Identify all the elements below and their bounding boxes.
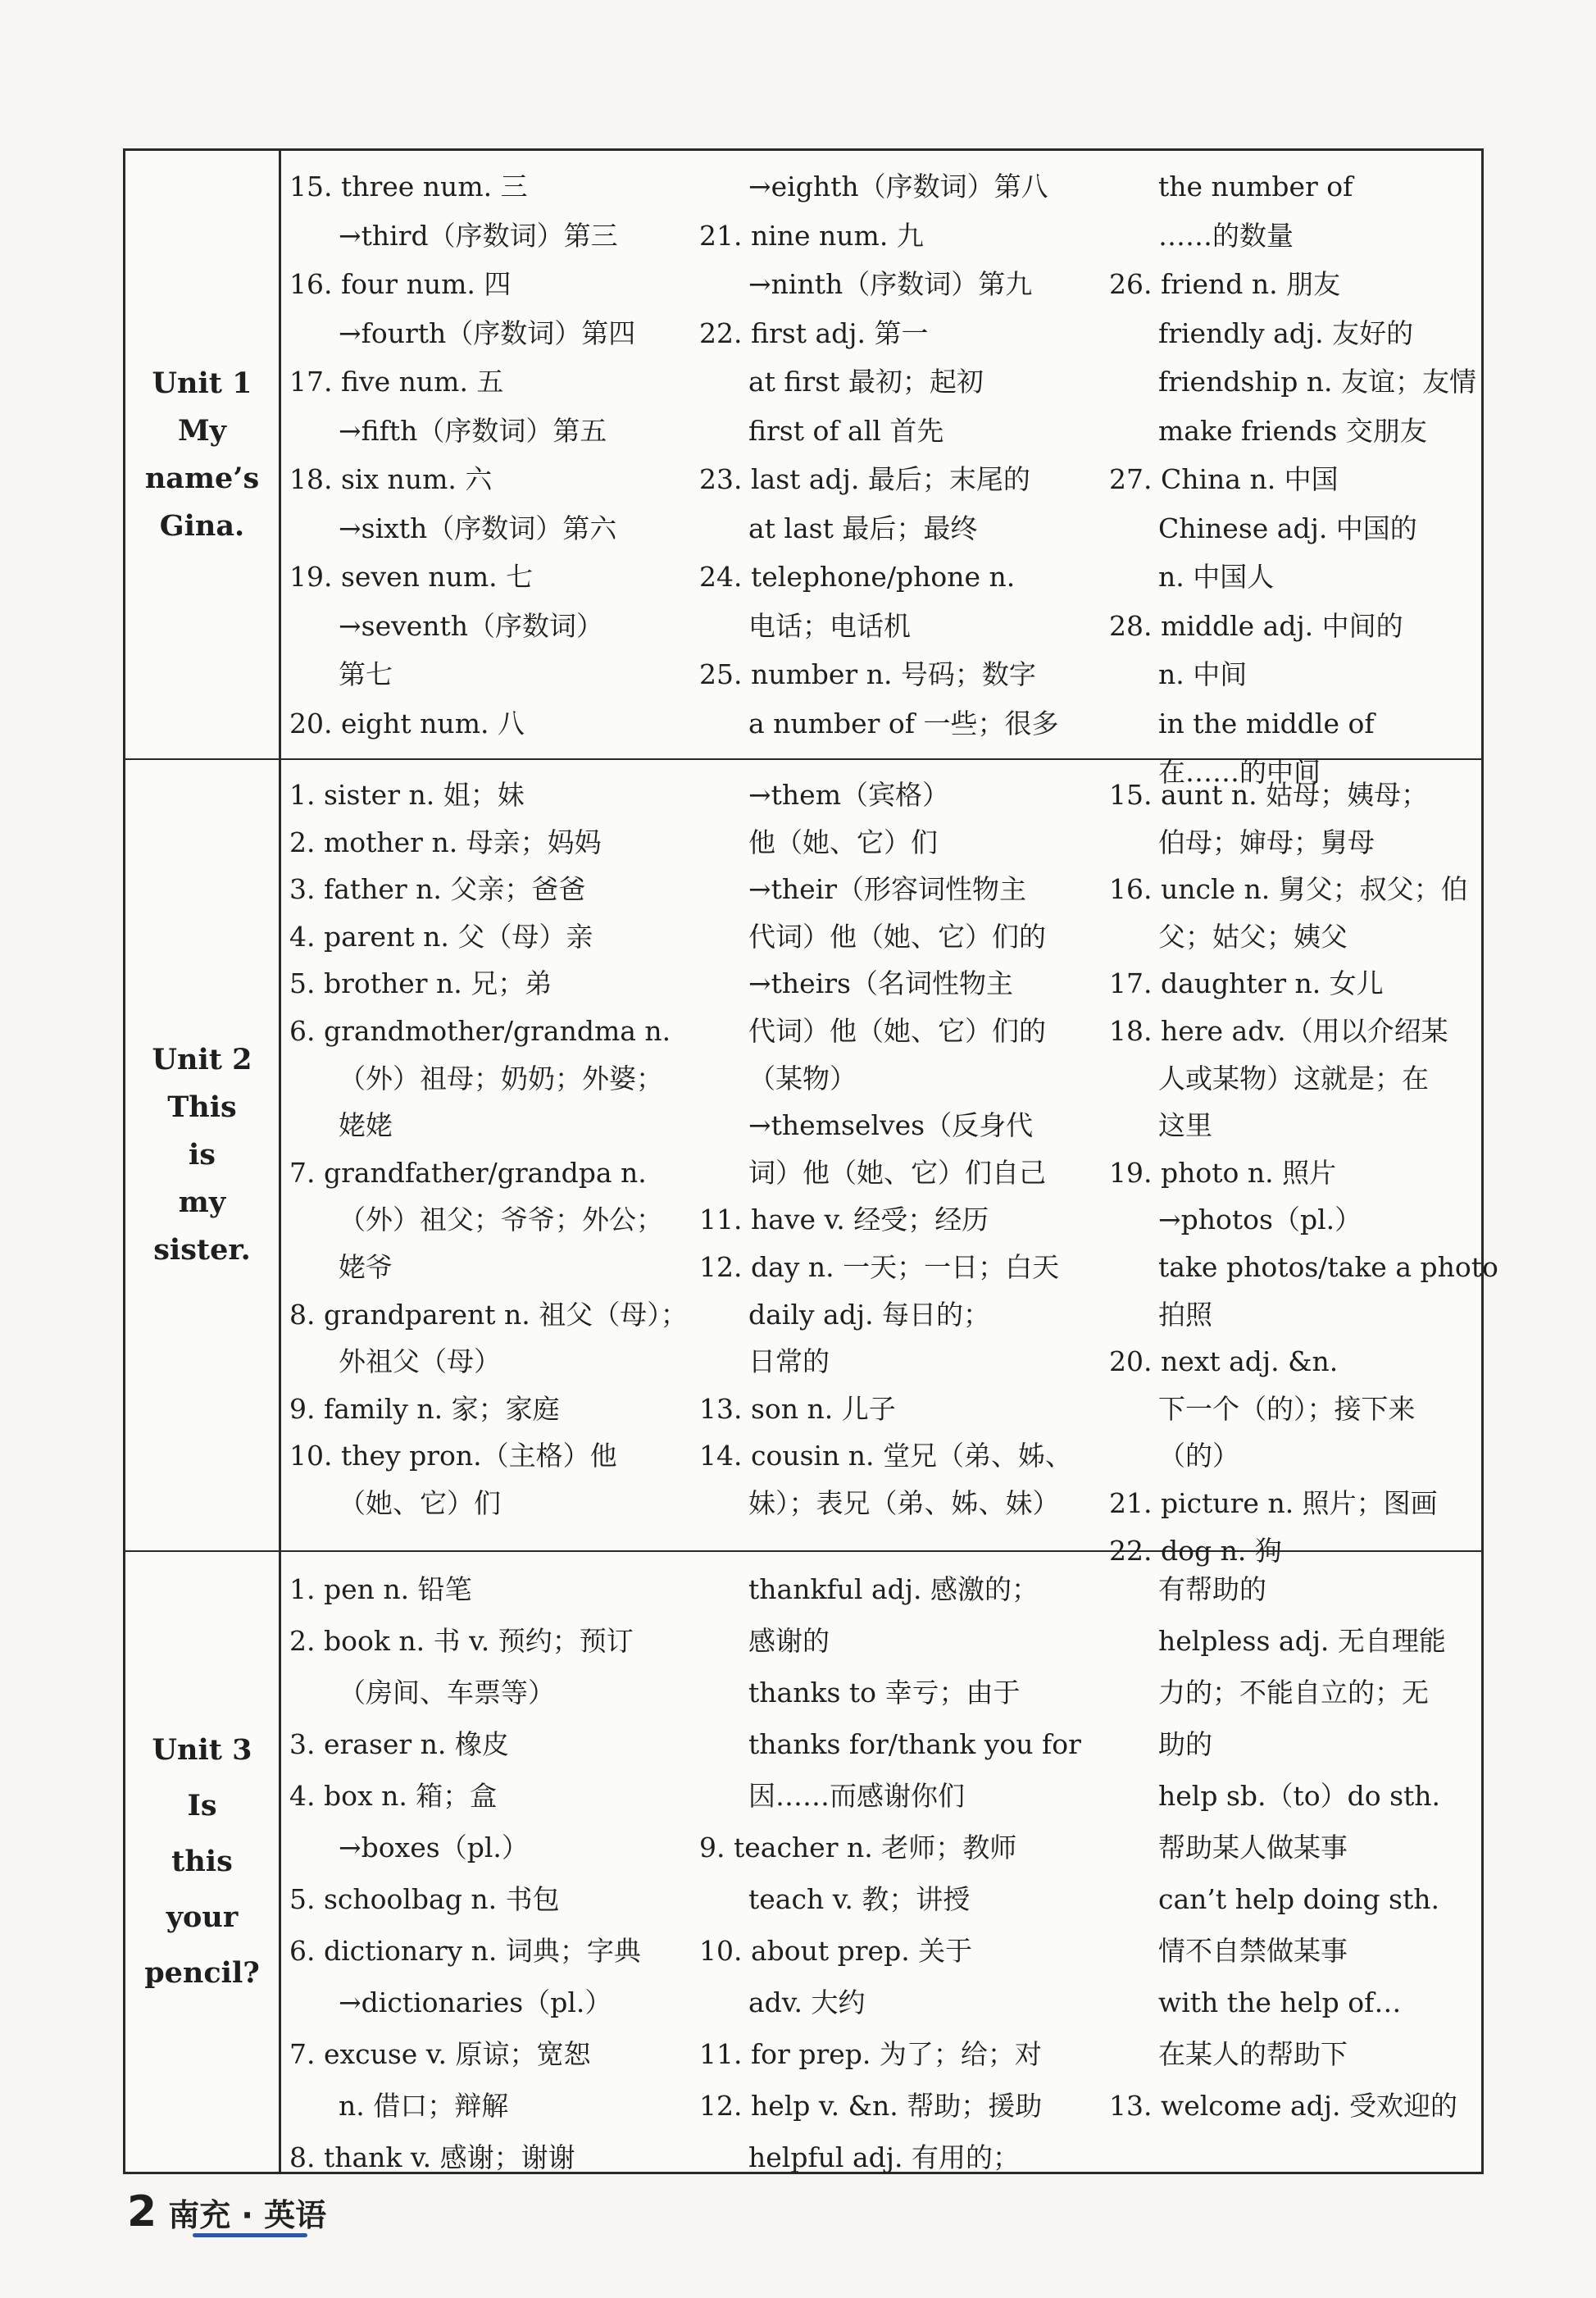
vocab-line: 在……的中间 — [1158, 756, 1321, 788]
vocab-line: 28. middle adj. 中间的 — [1109, 609, 1403, 642]
vocab-line: 22. first adj. 第一 — [699, 316, 929, 349]
vocab-line: 21. picture n. 照片；图画 — [1109, 1486, 1438, 1519]
vocab-line: 10. they pron.（主格）他 — [289, 1440, 617, 1472]
vocab-line: 感谢的 — [748, 1625, 830, 1657]
vocab-line: 6. grandmother/grandma n. — [289, 1014, 671, 1047]
vocab-line: 7. excuse v. 原谅；宽恕 — [289, 2038, 591, 2070]
vocab-line: 24. telephone/phone n. — [699, 561, 1016, 593]
unit-2-row — [125, 760, 1498, 1567]
vocab-line: 27. China n. 中国 — [1109, 463, 1339, 495]
unit-title — [152, 1036, 252, 1274]
vocab-line: friendship n. 友谊；友情 — [1158, 366, 1477, 398]
unit-title-line: Unit 3 — [152, 1733, 252, 1767]
unit-title-line: name’s — [144, 461, 260, 495]
vocab-line: n. 中间 — [1158, 658, 1248, 690]
vocab-line: 5. brother n. 兄；弟 — [289, 967, 552, 1000]
word-column — [699, 760, 1084, 1550]
vocab-line: 姥姥 — [339, 1109, 393, 1142]
vocab-line: thanks for/thank you for — [748, 1728, 1081, 1760]
vocab-line: 情不自禁做某事 — [1158, 1935, 1348, 1967]
vocab-line: （房间、车票等） — [339, 1677, 555, 1709]
unit-title-line: my — [178, 1185, 226, 1219]
vocab-line: →them（宾格） — [748, 779, 949, 811]
vocab-line: 13. son n. 儿子 — [699, 1392, 896, 1425]
vocab-line: 12. day n. 一天；一日；白天 — [699, 1250, 1060, 1283]
vocab-line: →eighth（序数词）第八 — [748, 171, 1048, 202]
vocab-line: →photos（pl.） — [1158, 1204, 1362, 1236]
vocab-line: →theirs（名词性物主 — [748, 967, 1013, 1000]
vocab-line: 力的；不能自立的；无 — [1158, 1677, 1429, 1709]
vocab-line: 妹）；表兄（弟、姊、妹） — [748, 1486, 1060, 1519]
vocab-line: 他（她、它）们 — [748, 826, 938, 858]
word-column — [699, 1552, 1084, 2172]
vocab-line: make friends 交朋友 — [1158, 414, 1427, 447]
word-column — [1109, 760, 1498, 1567]
unit-title-line: This — [167, 1090, 237, 1124]
word-column — [289, 1552, 658, 2172]
vocab-line: 14. cousin n. 堂兄（弟、姊、 — [699, 1440, 1073, 1472]
vocab-line: 15. three num. 三 — [289, 171, 528, 202]
vocab-line: 第七 — [339, 658, 393, 690]
vocab-line: Chinese adj. 中国的 — [1158, 512, 1417, 544]
word-column — [1109, 151, 1486, 788]
vocab-line: 5. schoolbag n. 书包 — [289, 1883, 560, 1915]
unit-3-row — [125, 1552, 1481, 2172]
vocab-line: take photos/take a photo — [1158, 1250, 1498, 1283]
vocab-line: 4. box n. 箱；盒 — [289, 1780, 498, 1812]
vocab-line: thankful adj. 感激的； — [748, 1573, 1039, 1605]
vocab-line: a number of 一些；很多 — [748, 707, 1059, 739]
vocab-line: 1. pen n. 铅笔 — [289, 1573, 472, 1605]
vocab-line: n. 借口；辩解 — [339, 2090, 509, 2122]
vocab-line: daily adj. 每日的； — [748, 1298, 991, 1331]
vocab-line: 有帮助的 — [1158, 1573, 1266, 1605]
vocabulary-table — [123, 148, 1498, 2174]
vocab-line: →fifth（序数词）第五 — [339, 414, 607, 447]
vocab-line: 19. seven num. 七 — [289, 561, 534, 593]
vocab-line: 19. photo n. 照片 — [1109, 1156, 1337, 1189]
vocab-line: 25. number n. 号码；数字 — [699, 658, 1036, 690]
vocab-line: 在某人的帮助下 — [1158, 2038, 1348, 2070]
unit-title — [144, 1722, 260, 2001]
vocab-line: 助的 — [1158, 1728, 1212, 1760]
unit-title-line: Is — [187, 1789, 217, 1822]
vocab-line: 1. sister n. 姐；妹 — [289, 779, 525, 811]
vocab-line: （她、它）们 — [339, 1486, 501, 1519]
vocab-line: thanks to 幸亏；由于 — [748, 1677, 1021, 1709]
vocab-line: 代词）他（她、它）们的 — [748, 920, 1046, 953]
unit-title-line: My — [177, 413, 227, 448]
vocab-line: 9. teacher n. 老师；教师 — [699, 1832, 1017, 1863]
vocab-line: →sixth（序数词）第六 — [339, 512, 617, 544]
vocab-line: （外）祖父；爷爷；外公； — [339, 1204, 663, 1236]
vocab-line: （的） — [1158, 1440, 1239, 1472]
vocab-line: with the help of… — [1158, 1986, 1402, 2018]
unit-title-line: Gina. — [159, 508, 245, 543]
vocab-line: （外）祖母；奶奶；外婆； — [339, 1062, 663, 1094]
vocab-line: helpless adj. 无自理能 — [1158, 1625, 1446, 1657]
vocab-line: teach v. 教；讲授 — [748, 1883, 971, 1915]
unit-title-cell — [125, 1552, 281, 2172]
vocab-line: 电话；电话机 — [748, 609, 911, 642]
vocab-line: →ninth（序数词）第九 — [748, 268, 1033, 300]
vocab-line: 11. have v. 经受；经历 — [699, 1204, 989, 1236]
vocab-line: 16. uncle n. 舅父；叔父；伯 — [1109, 873, 1468, 906]
vocab-line: the number of — [1158, 171, 1353, 202]
vocab-line: →dictionaries（pl.） — [339, 1986, 612, 2018]
vocab-line: in the middle of — [1158, 707, 1375, 739]
word-column — [289, 151, 658, 758]
vocab-line: 11. for prep. 为了；给；对 — [699, 2038, 1042, 2070]
unit-title-cell — [125, 760, 281, 1550]
vocab-line: helpful adj. 有用的； — [748, 2141, 1020, 2173]
vocab-line: 4. parent n. 父（母）亲 — [289, 920, 593, 953]
vocab-line: 22. dog n. 狗 — [1109, 1534, 1282, 1567]
vocab-line: 2. book n. 书 v. 预约；预订 — [289, 1625, 634, 1657]
vocab-line: 词）他（她、它）们自己 — [748, 1156, 1046, 1189]
vocab-line: →themselves（反身代 — [748, 1109, 1034, 1142]
vocab-line: 23. last adj. 最后；末尾的 — [699, 463, 1030, 495]
word-column — [289, 760, 688, 1550]
vocab-line: 人或某物）这就是；在 — [1158, 1062, 1429, 1094]
unit-title-line: Unit 1 — [152, 366, 252, 400]
vocab-line: 6. dictionary n. 词典；字典 — [289, 1935, 641, 1967]
footer-accent-rule — [193, 2233, 307, 2237]
vocab-line: 8. thank v. 感谢；谢谢 — [289, 2141, 575, 2173]
unit-title-line: Unit 2 — [152, 1043, 252, 1076]
word-column — [699, 151, 1084, 758]
vocab-line: 外祖父（母） — [339, 1345, 501, 1378]
vocab-line: →seventh（序数词） — [339, 609, 604, 642]
unit-title-cell — [125, 151, 281, 758]
vocab-line: 13. welcome adj. 受欢迎的 — [1109, 2090, 1457, 2122]
vocab-line: 18. here adv.（用以介绍某 — [1109, 1014, 1448, 1047]
unit-1-row — [125, 151, 1481, 788]
vocab-line: 代词）他（她、它）们的 — [748, 1014, 1046, 1047]
unit-title-line: is — [188, 1138, 216, 1172]
unit-title-line: this — [171, 1845, 233, 1878]
vocab-line: at last 最后；最终 — [748, 512, 978, 544]
vocab-line: at first 最初；起初 — [748, 366, 984, 398]
vocab-line: 21. nine num. 九 — [699, 219, 924, 252]
vocab-line: 这里 — [1158, 1109, 1212, 1142]
vocab-line: 因……而感谢你们 — [748, 1780, 965, 1812]
vocab-line: n. 中国人 — [1158, 561, 1275, 593]
vocab-line: 3. eraser n. 橡皮 — [289, 1728, 509, 1760]
unit-title-line: pencil? — [144, 1956, 260, 1990]
vocab-line: can’t help doing sth. — [1158, 1883, 1439, 1915]
vocab-line: （某物） — [748, 1062, 857, 1094]
vocab-line: 父；姑父；姨父 — [1158, 920, 1348, 953]
vocab-line: 下一个（的）；接下来 — [1158, 1392, 1416, 1425]
vocab-line: 15. aunt n. 姑母；姨母； — [1109, 779, 1429, 811]
vocab-line: →fourth（序数词）第四 — [339, 316, 636, 349]
vocab-line: 18. six num. 六 — [289, 463, 493, 495]
vocab-line: 日常的 — [748, 1345, 830, 1378]
vocab-line: friendly adj. 友好的 — [1158, 316, 1414, 349]
vocab-line: 10. about prep. 关于 — [699, 1935, 973, 1967]
unit-title — [145, 360, 259, 550]
footer-label: 南充 · 英语 — [168, 2197, 327, 2233]
page-number: 2 — [127, 2187, 157, 2237]
vocab-line: ……的数量 — [1158, 219, 1294, 252]
vocab-line: first of all 首先 — [748, 414, 944, 447]
vocab-line: →boxes（pl.） — [339, 1832, 529, 1863]
vocab-line: 17. daughter n. 女儿 — [1109, 967, 1384, 1000]
vocab-line: 17. five num. 五 — [289, 366, 504, 398]
vocab-line: →their（形容词性物主 — [748, 873, 1027, 906]
vocab-line: 20. eight num. 八 — [289, 707, 525, 739]
vocab-line: 拍照 — [1158, 1298, 1212, 1331]
unit-title-line: your — [166, 1900, 239, 1934]
vocab-line: →third（序数词）第三 — [339, 219, 618, 252]
vocab-line: 帮助某人做某事 — [1158, 1832, 1348, 1863]
vocab-line: 12. help v. &n. 帮助；援助 — [699, 2090, 1043, 2122]
vocab-line: 16. four num. 四 — [289, 268, 512, 300]
vocab-line: 26. friend n. 朋友 — [1109, 268, 1341, 300]
vocab-line: 伯母；婶母；舅母 — [1158, 826, 1375, 858]
vocab-line: 8. grandparent n. 祖父（母）； — [289, 1298, 688, 1331]
vocab-line: 姥爷 — [339, 1250, 393, 1283]
vocab-line: 7. grandfather/grandpa n. — [289, 1156, 647, 1189]
vocab-line: 20. next adj. &n. — [1109, 1345, 1339, 1378]
vocab-line: 9. family n. 家；家庭 — [289, 1392, 560, 1425]
vocab-line: adv. 大约 — [748, 1986, 866, 2018]
page-footer — [127, 2187, 326, 2237]
unit-title-line: sister. — [153, 1233, 251, 1267]
vocab-line: help sb.（to）do sth. — [1158, 1780, 1441, 1812]
vocab-line: 3. father n. 父亲；爸爸 — [289, 873, 586, 906]
word-column — [1109, 1552, 1486, 2172]
vocab-line: 2. mother n. 母亲；妈妈 — [289, 826, 602, 858]
